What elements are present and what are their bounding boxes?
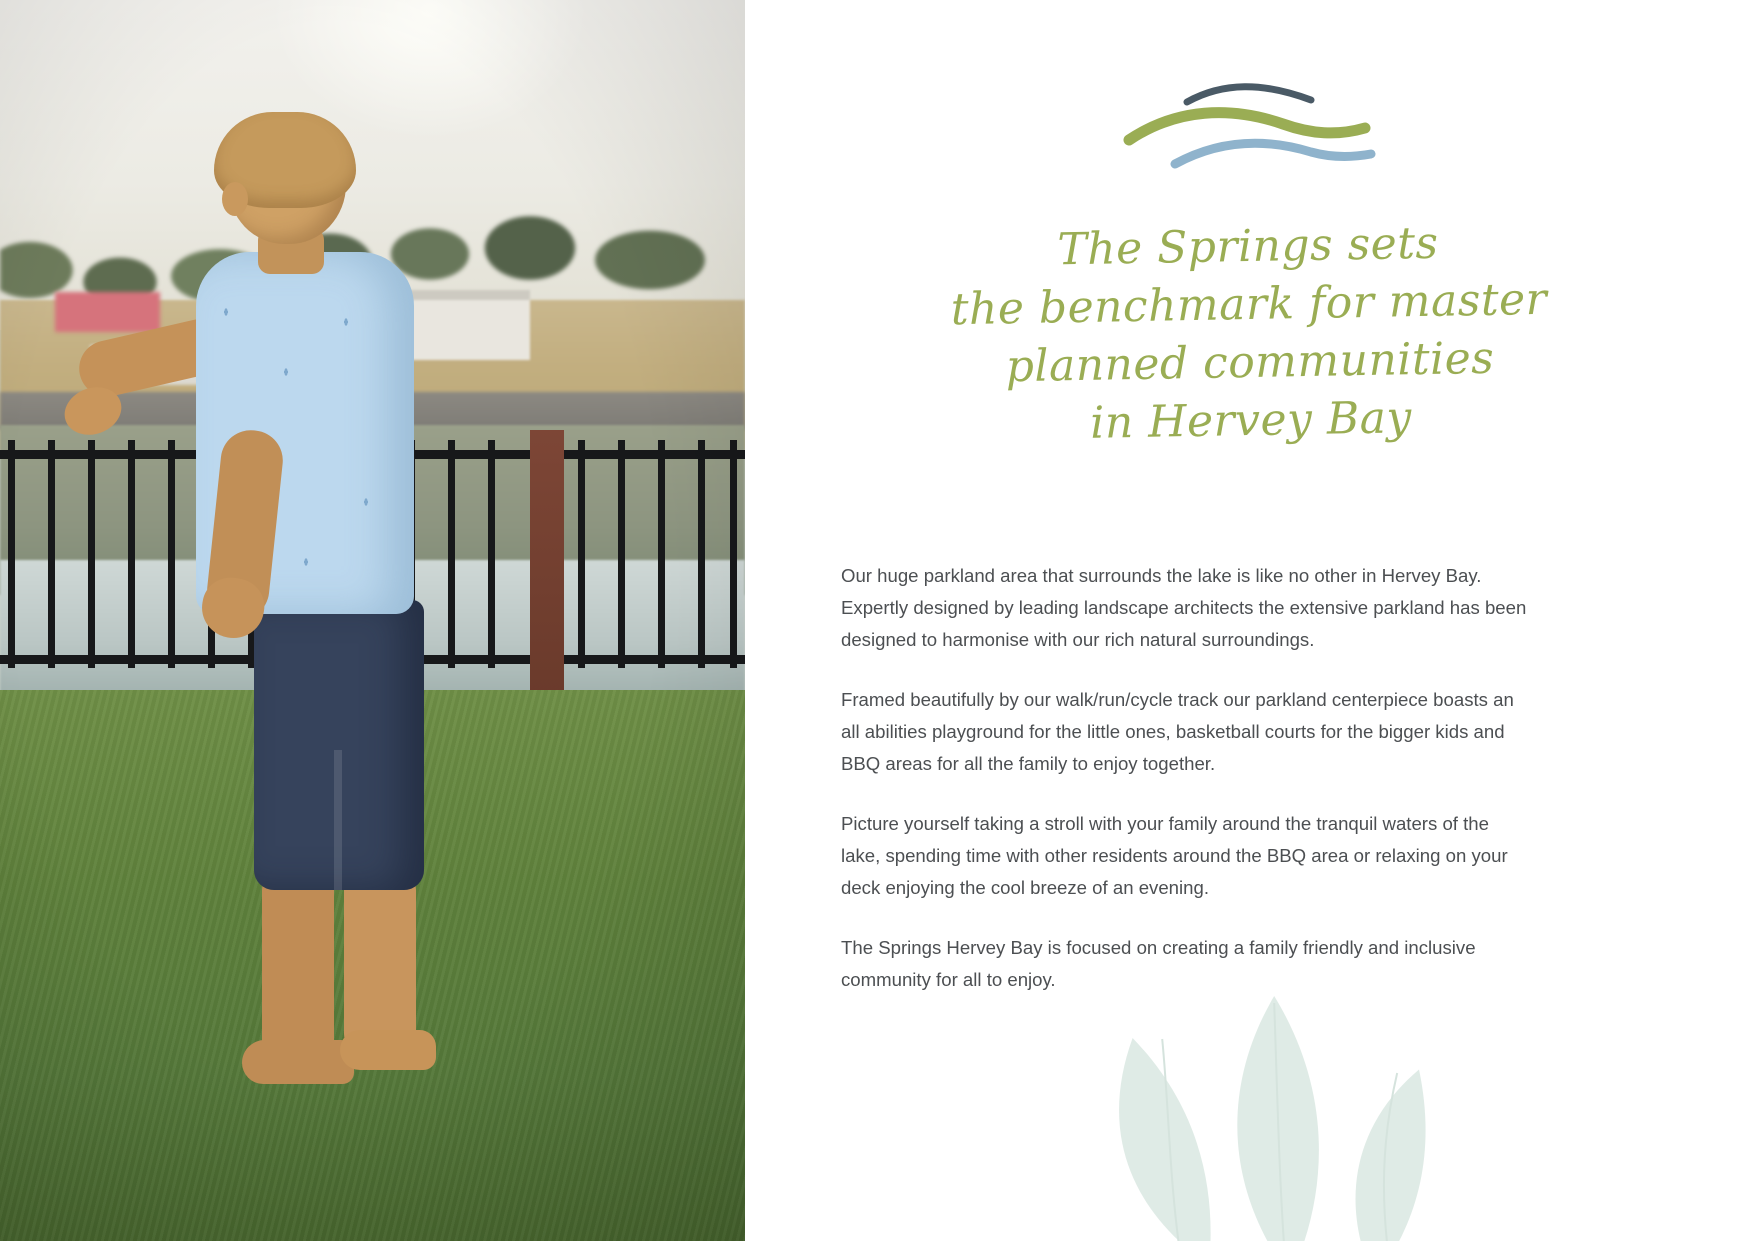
- fence-picket: [448, 440, 455, 668]
- parkland-lifestyle-photo: [0, 0, 745, 1241]
- photo-boy-right-leg: [344, 870, 416, 1050]
- fence-picket: [578, 440, 585, 668]
- fence-picket: [168, 440, 175, 668]
- photo-boy-shorts: [254, 600, 424, 890]
- body-paragraph: The Springs Hervey Bay is focused on creating a family friendly and inclusive community for all to enjoy.: [841, 936, 1476, 990]
- photo-boy-ear: [222, 182, 248, 216]
- fence-picket: [698, 440, 705, 668]
- photo-boy-left-foot: [242, 1040, 354, 1084]
- body-paragraph: Our huge parkland area that surrounds the lake is like no other in Hervey Bay. Expertly designed by leading landscape architects the extensive parkland has been designed to harmonise with our rich natural surroundings.: [841, 565, 1527, 650]
- fence-picket: [88, 440, 95, 668]
- fence-picket: [658, 440, 665, 668]
- headline-line: the benchmark for master: [950, 273, 1548, 336]
- photo-boy-right-foot: [340, 1030, 436, 1070]
- the-springs-wave-logo: [1115, 78, 1385, 174]
- fence-picket: [488, 440, 495, 668]
- body-paragraph: Picture yourself taking a stroll with your family around the tranquil waters of the lake, spending time with other residents around the BBQ area or relaxing on your deck enjoying the cool breeze of an evening.: [841, 812, 1508, 898]
- page-title: [745, 209, 1754, 459]
- headline-line: planned communities: [1005, 332, 1495, 393]
- fence-picket: [618, 440, 625, 668]
- fence-timber-post: [530, 430, 564, 700]
- fence-picket: [8, 440, 15, 668]
- photo-distant-house-red: [55, 292, 160, 332]
- headline-line: The Springs sets: [1057, 217, 1439, 276]
- content-panel: [745, 0, 1754, 1241]
- leaf-cluster-decoration: [1029, 961, 1509, 1241]
- fence-picket: [730, 440, 737, 668]
- fence-picket: [128, 440, 135, 668]
- body-paragraph: Framed beautifully by our walk/run/cycle track our parkland centerpiece boasts an all abilities playground for the little ones, basketball courts for the bigger kids and BBQ areas for all the family to enjoy together.: [841, 688, 1514, 774]
- headline-line: in Hervey Bay: [1089, 392, 1413, 450]
- fence-picket: [48, 440, 55, 668]
- photo-boy-left-leg: [262, 870, 334, 1060]
- body-copy: [841, 560, 1531, 1024]
